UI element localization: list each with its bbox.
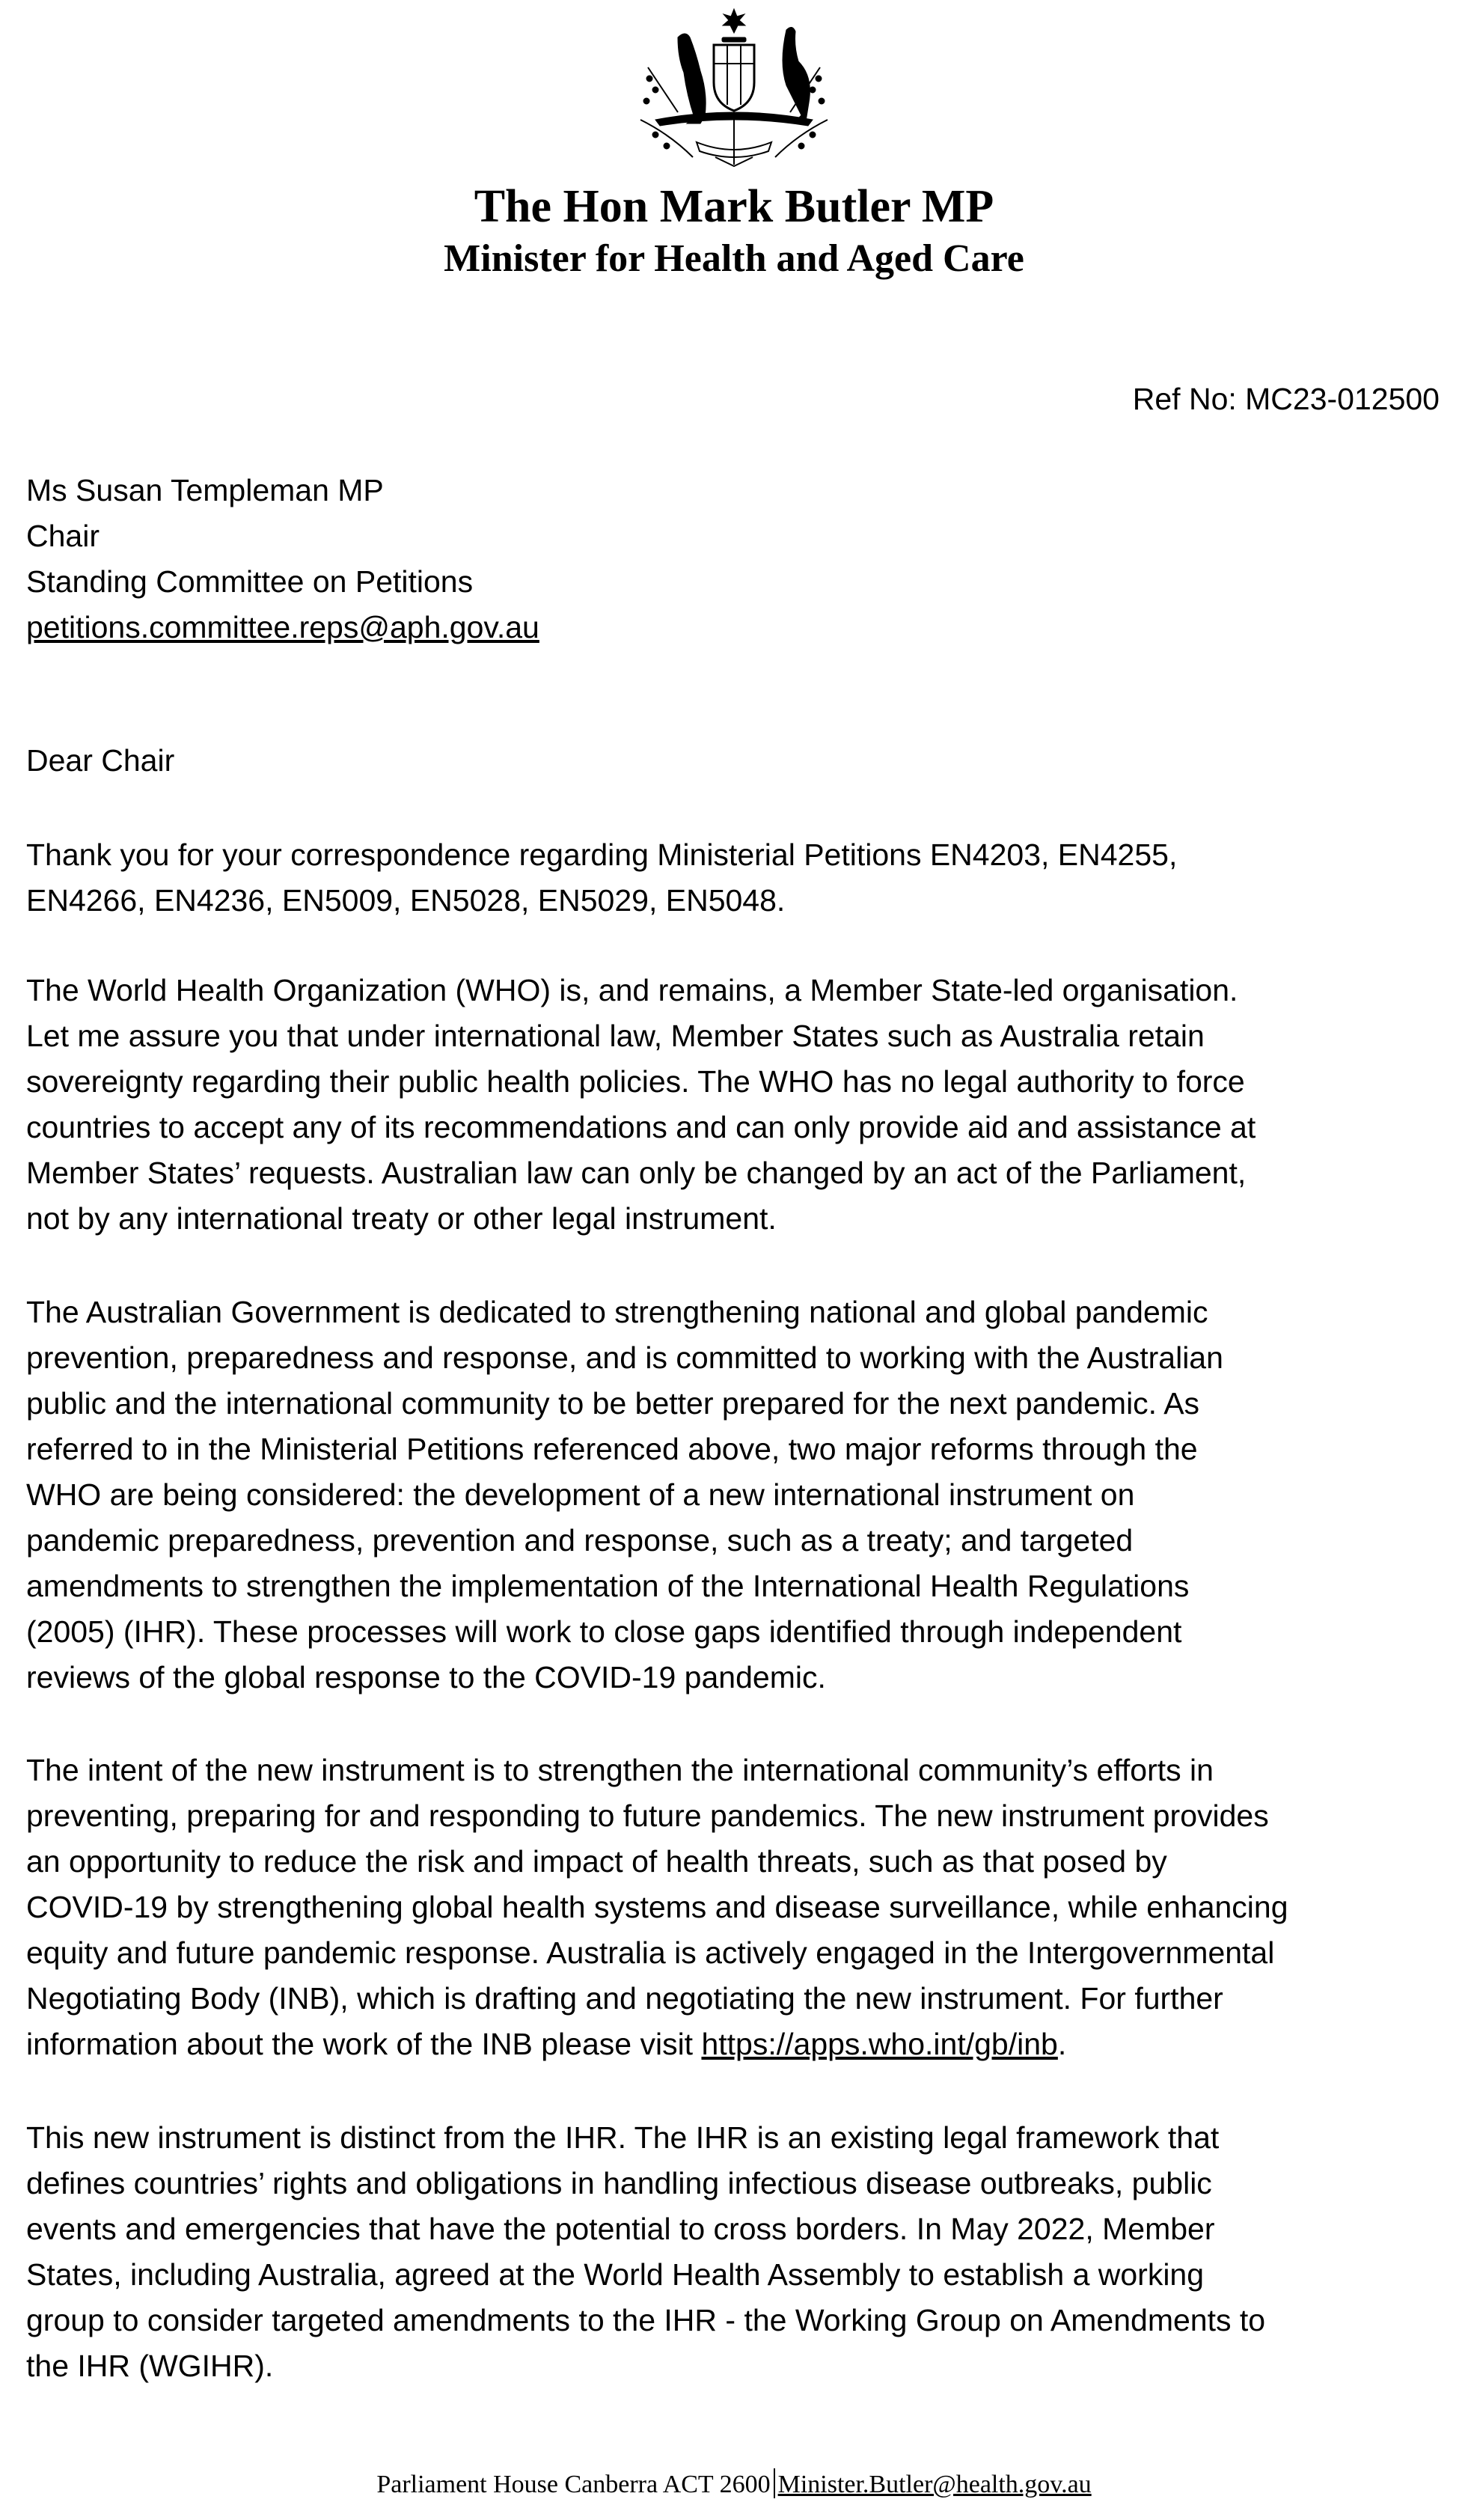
text-line: sovereignty regarding their public health policies. The WHO has no legal authority to force — [26, 1064, 1245, 1099]
text-line: reviews of the global response to the COVID-19 pandemic. — [26, 1660, 826, 1694]
text-line: not by any international treaty or other legal instrument. — [26, 1201, 777, 1236]
text-line: countries to accept any of its recommendations and can only provide aid and assistance at — [26, 1110, 1256, 1144]
paragraph-4 — [26, 1748, 1288, 2067]
text-line: amendments to strengthen the implementation of the International Health Regulations — [26, 1569, 1190, 1603]
text-line: The World Health Organization (WHO) is, and remains, a Member State-led organisation. — [26, 973, 1238, 1007]
text-line: referred to in the Ministerial Petitions referenced above, two major reforms through the — [26, 1432, 1198, 1466]
text-line: Let me assure you that under international law, Member States such as Australia retain — [26, 1019, 1205, 1053]
text-line-start: information about the work of the INB please visit — [26, 2027, 702, 2061]
text-line: the IHR (WGIHR). — [26, 2349, 274, 2383]
paragraph-3 — [26, 1290, 1223, 1700]
text-line: Member States’ requests. Australian law can only be changed by an act of the Parliament, — [26, 1156, 1247, 1190]
text-line: prevention, preparedness and response, and is committed to working with the Australian — [26, 1340, 1223, 1375]
paragraph-2 — [26, 968, 1256, 1242]
text-line: WHO are being considered: the development of a new international instrument on — [26, 1477, 1135, 1512]
text-line: pandemic preparedness, prevention and response, such as a treaty; and targeted — [26, 1523, 1134, 1558]
recipient-address — [26, 468, 539, 650]
text-line: defines countries’ rights and obligations in handling infectious disease outbreaks, public — [26, 2166, 1212, 2200]
text-line: an opportunity to reduce the risk and impact of health threats, such as that posed by — [26, 1844, 1167, 1879]
text-line — [26, 2022, 1288, 2067]
text-line: EN4266, EN4236, EN5009, EN5028, EN5029, EN5048. — [26, 883, 786, 918]
text-line: States, including Australia, agreed at the World Health Assembly to establish a working — [26, 2257, 1205, 2292]
footer-email-link[interactable]: Minister.Butler@health.gov.au — [777, 2471, 1092, 2498]
minister-title: Minister for Health and Aged Care — [444, 237, 1024, 280]
text-line: events and emergencies that have the potential to cross borders. In May 2022, Member — [26, 2212, 1215, 2246]
text-line: The Australian Government is dedicated to strengthening national and global pandemic — [26, 1295, 1208, 1329]
text-line: COVID-19 by strengthening global health systems and disease surveillance, while enhancing — [26, 1890, 1288, 1924]
inb-link[interactable]: https://apps.who.int/gb/inb — [701, 2027, 1058, 2061]
text-line: equity and future pandemic response. Australia is actively engaged in the Intergovernmental — [26, 1935, 1275, 1970]
paragraph-1 — [26, 832, 1177, 924]
recipient-committee: Standing Committee on Petitions — [26, 564, 474, 599]
text-line: preventing, preparing for and responding to future pandemics. The new instrument provides — [26, 1799, 1269, 1833]
footer-divider — [774, 2468, 775, 2498]
paragraph-5 — [26, 2115, 1265, 2389]
text-line: group to consider targeted amendments to the IHR - the Working Group on Amendments to — [26, 2303, 1266, 2337]
footer-address: Parliament House Canberra ACT 2600 — [376, 2471, 771, 2498]
text-line-end: . — [1057, 2027, 1067, 2061]
recipient-role: Chair — [26, 519, 100, 553]
footer — [0, 2468, 1468, 2499]
recipient-email-link[interactable]: petitions.committee.reps@aph.gov.au — [26, 610, 539, 644]
text-line: The intent of the new instrument is to strengthen the international community’s efforts in — [26, 1753, 1214, 1787]
reference-number: Ref No: MC23-012500 — [1132, 382, 1440, 416]
text-line: Negotiating Body (INB), which is drafting and negotiating the new instrument. For further — [26, 1981, 1223, 2016]
salutation: Dear Chair — [26, 743, 175, 778]
minister-name: The Hon Mark Butler MP — [474, 181, 994, 232]
text-line: (2005) (IHR). These processes will work to close gaps identified through independent — [26, 1614, 1182, 1649]
text-line: Thank you for your correspondence regarding Ministerial Petitions EN4203, EN4255, — [26, 838, 1178, 872]
text-line: public and the international community to be better prepared for the next pandemic. As — [26, 1386, 1200, 1421]
text-line: This new instrument is distinct from the IHR. The IHR is an existing legal framework that — [26, 2120, 1220, 2155]
commonwealth-coat-of-arms-logo — [626, 7, 842, 172]
recipient-name: Ms Susan Templeman MP — [26, 473, 384, 507]
